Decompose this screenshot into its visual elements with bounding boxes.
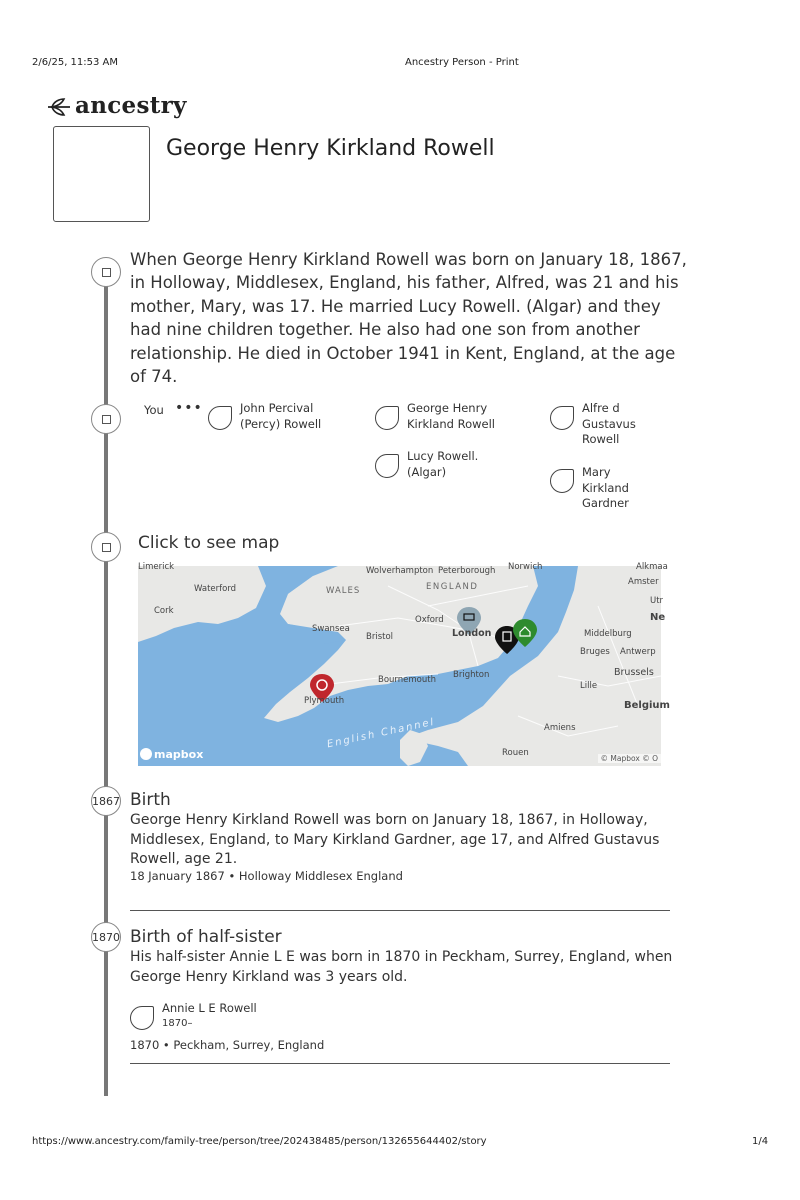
mapbox-logo-text: mapbox: [154, 748, 204, 761]
map-label: Alkmaa: [636, 562, 668, 572]
map-label: Oxford: [415, 615, 444, 625]
event-divider: [130, 1063, 670, 1064]
events-map[interactable]: [138, 562, 670, 766]
map-label: Waterford: [194, 584, 237, 594]
ancestry-logo[interactable]: [46, 92, 187, 119]
event-text: His half-sister Annie L E was born in 1870 in Peckham, Surrey, England, when George Henry Kirkland was 3 years old.: [130, 949, 673, 985]
map-title[interactable]: Click to see map: [138, 533, 280, 553]
map-label: Brussels: [614, 667, 654, 678]
event-meta: 1870 • Peckham, Surrey, England: [130, 1038, 325, 1052]
print-url: https://www.ancestry.com/family-tree/person/tree/202438485/person/132655644402/story: [32, 1136, 487, 1147]
map-node-icon: [91, 532, 121, 562]
family-child-name[interactable]: John Percival (Percy) Rowell: [240, 401, 322, 431]
map-label: Swansea: [312, 624, 350, 634]
map-label: Wolverhampton: [366, 566, 434, 576]
map-label: Bristol: [366, 632, 394, 642]
related-person-name[interactable]: Annie L E Rowell: [162, 1001, 257, 1015]
map-label: Antwerp: [620, 647, 656, 657]
logo-text: ancestry: [75, 92, 187, 119]
spouse-avatar[interactable]: [375, 454, 399, 478]
map-label: Norwich: [508, 562, 543, 572]
related-person-dates: 1870–: [162, 1018, 193, 1029]
family-mother-name[interactable]: Mary Kirkland Gardner: [582, 465, 629, 510]
map-label: Peterborough: [438, 566, 496, 576]
mapbox-logo[interactable]: [140, 748, 203, 761]
summary-node-icon: [91, 257, 121, 287]
leaf-logo-icon: [46, 97, 72, 117]
event-meta: 18 January 1867 • Holloway Middlesex England: [130, 869, 403, 883]
you-label: You: [144, 403, 164, 417]
map-label: Plymouth: [304, 696, 345, 706]
mother-avatar[interactable]: [550, 469, 574, 493]
map-label: Ne: [650, 612, 666, 623]
map-label: Cork: [154, 606, 174, 616]
map-label: Limerick: [138, 562, 175, 572]
self-avatar[interactable]: [375, 406, 399, 430]
timeline-line: [104, 272, 108, 1096]
event-divider: [130, 910, 670, 911]
map-label: English Channel: [326, 716, 437, 751]
map-label: ENGLAND: [426, 582, 479, 592]
map-label: Utr: [650, 596, 664, 606]
map-label: Brighton: [453, 670, 490, 680]
map-label: WALES: [326, 586, 361, 596]
family-father-name[interactable]: Alfre d Gustavus Rowell: [582, 401, 636, 446]
profile-photo-placeholder[interactable]: [53, 126, 150, 222]
family-node-icon: [91, 404, 121, 434]
map-label: Lille: [580, 681, 598, 691]
map-label: Bruges: [580, 647, 610, 657]
map-label: Bournemouth: [378, 675, 436, 685]
event-year-node: 1870: [91, 922, 121, 952]
map-label: Amster: [628, 577, 659, 587]
map-attribution[interactable]: © Mapbox © O: [598, 754, 661, 763]
print-title: Ancestry Person - Print: [405, 57, 519, 68]
map-label: Belgium: [624, 700, 670, 711]
print-datetime: 2/6/25, 11:53 AM: [32, 57, 119, 68]
event-title: Birth of half-sister: [130, 927, 282, 947]
father-avatar[interactable]: [550, 406, 574, 430]
mapbox-logo-icon: [140, 748, 152, 760]
family-spouse-name[interactable]: Lucy Rowell. (Algar): [407, 449, 479, 479]
map-label: Middelburg: [584, 629, 632, 639]
map-label: Amiens: [544, 723, 576, 733]
map-label: Rouen: [502, 748, 529, 758]
person-name: George Henry Kirkland Rowell: [166, 136, 495, 161]
event-text: George Henry Kirkland Rowell was born on January 18, 1867, in Holloway, Middlesex, England, to Mary Kirkland Gardner, age 17, and Alfred Gustavus Rowell, age 21.: [130, 812, 660, 867]
event-title: Birth: [130, 790, 171, 810]
life-summary: When George Henry Kirkland Rowell was born on January 18, 1867, in Holloway, Middlesex, England, his father, Alfred, was 21 and his mother, Mary, was 17. He married Lucy Rowell. (Algar) and they had nine children together. He also had one son from another relationship. He died in October 1941 in Kent, England, at the age of 74.: [130, 250, 687, 387]
half-sister-avatar[interactable]: [130, 1006, 154, 1030]
event-year-node: 1867: [91, 786, 121, 816]
print-page-number: 1/4: [752, 1136, 769, 1147]
family-self-name[interactable]: George Henry Kirkland Rowell: [407, 401, 495, 431]
more-options-icon[interactable]: •••: [175, 400, 203, 416]
child-avatar[interactable]: [208, 406, 232, 430]
map-label: London: [452, 628, 492, 639]
